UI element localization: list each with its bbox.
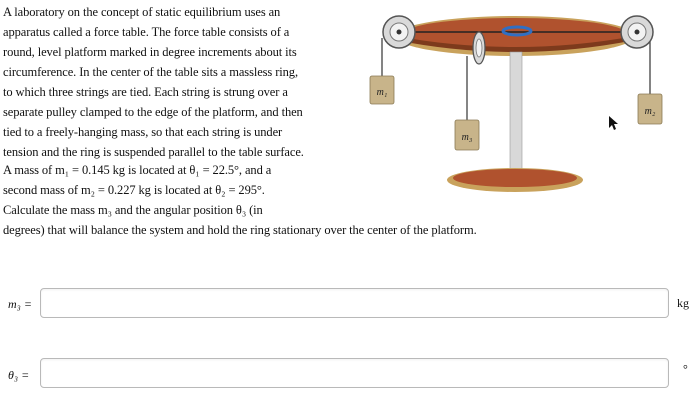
pulley-right [621, 16, 653, 48]
given-line: Calculate the mass m₃ and the angular position θ₃ (in [3, 203, 263, 217]
intro-line: tied to a freely-hanging mass, so that each string is under [3, 125, 283, 139]
table-base [453, 169, 577, 187]
mouse-cursor-icon [609, 116, 618, 130]
table-pole [510, 52, 522, 172]
intro-line: separate pulley clamped to the edge of the platform, and then [3, 105, 303, 119]
force-table-illustration [355, 8, 700, 198]
theta3-label: θ₃ = [8, 368, 30, 382]
mass-label-m1: m₁ [376, 87, 388, 98]
given-line: A mass of m₁ = 0.145 kg is located at θ₁ = 22.5°, and a [3, 163, 272, 177]
pulley-left [383, 16, 415, 48]
mass-m2 [638, 94, 662, 124]
m3-unit: kg [677, 296, 689, 310]
intro-line: round, level platform marked in degree increments about its [3, 45, 297, 59]
mass-label-m2: m₂ [644, 106, 656, 117]
intro-line: A laboratory on the concept of static equilibrium uses an [3, 5, 281, 19]
mass-m1 [370, 76, 394, 104]
m3-input[interactable] [40, 288, 669, 318]
intro-line: tension and the ring is suspended parallel to the table surface. [3, 145, 304, 159]
intro-line: apparatus called a force table. The force table consists of a [3, 25, 290, 39]
intro-line: circumference. In the center of the table sits a massless ring, [3, 65, 298, 79]
m3-label: m₃ = [8, 297, 32, 311]
problem-intro [3, 2, 343, 162]
theta3-unit: ° [683, 362, 688, 376]
problem-given [3, 160, 477, 240]
given-line: second mass of m₂ = 0.227 kg is located at θ₂ = 295°. [3, 183, 265, 197]
intro-line: to which three strings are tied. Each string is strung over a [3, 85, 288, 99]
given-line: degrees) that will balance the system and hold the ring stationary over the center of the platform. [3, 223, 477, 237]
mass-label-m3: m₃ [461, 132, 473, 143]
mass-m3 [455, 120, 479, 150]
theta3-input[interactable] [40, 358, 669, 388]
pulley-front [473, 32, 485, 64]
